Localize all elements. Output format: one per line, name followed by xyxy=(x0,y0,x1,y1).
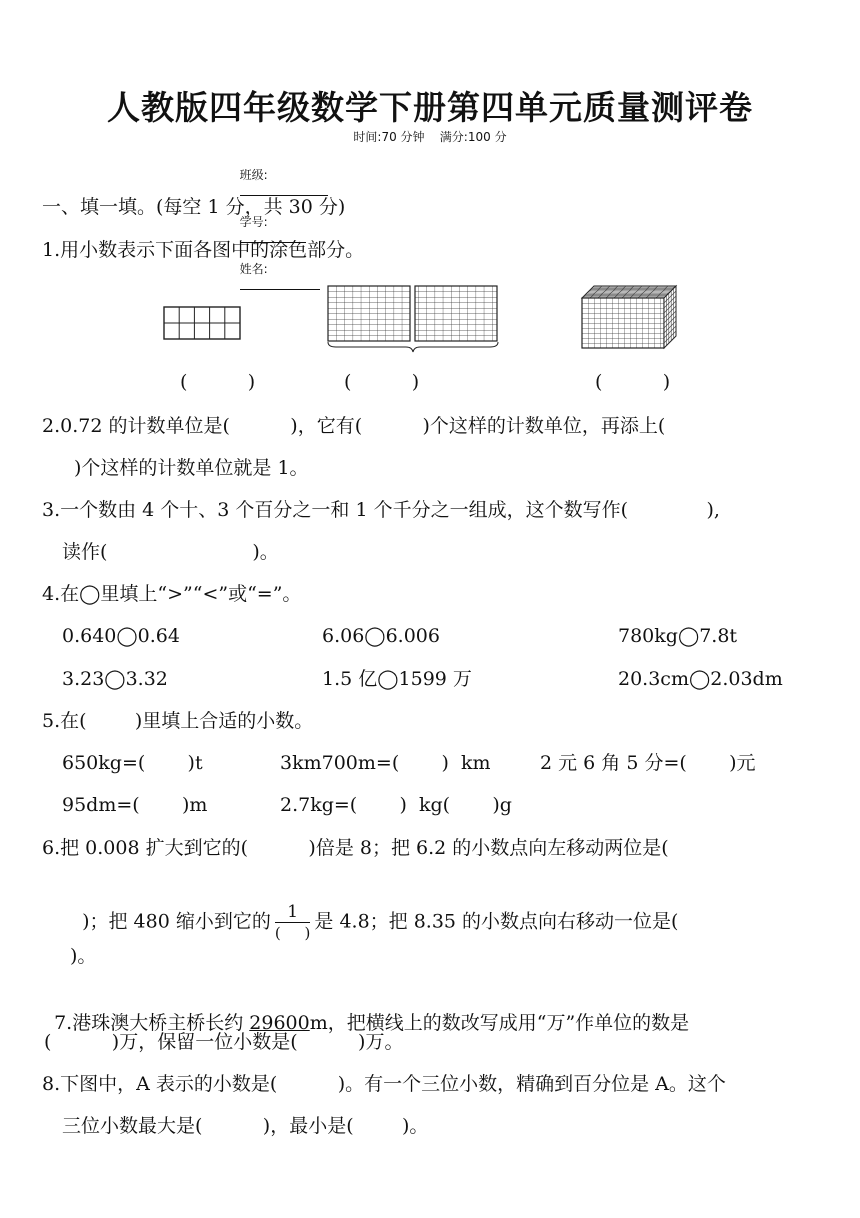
q5-conversion-item[interactable]: 3km700m=( ) km xyxy=(280,752,491,774)
question-7-line-2: ( )万，保留一位小数是( )万。 xyxy=(44,1031,404,1053)
fraction-denominator-blank[interactable]: ( ) xyxy=(274,924,311,942)
question-2-line-2: )个这样的计数单位就是 1。 xyxy=(74,457,309,479)
question-2-line-1: 2.0.72 的计数单位是( )，它有( )个这样的计数单位，再添上( xyxy=(42,415,666,437)
underlined-number: 29600 xyxy=(249,1012,310,1034)
q4-comparison-item[interactable]: 1.5 亿◯1599 万 xyxy=(322,668,472,690)
q5-conversion-item[interactable]: 95dm=( )m xyxy=(62,794,208,816)
q1-answer-blank-2[interactable]: ( ) xyxy=(344,371,420,393)
q4-comparison-item[interactable]: 20.3cm◯2.03dm xyxy=(618,668,783,690)
q6-text-a: )；把 480 缩小到它的 xyxy=(82,910,271,933)
fraction-numerator: 1 xyxy=(275,902,311,923)
question-6-line-1: 6.把 0.008 扩大到它的( )倍是 8；把 6.2 的小数点向左移动两位是( xyxy=(42,837,669,859)
question-4-text: 4.在◯里填上“>”“<”或“=”。 xyxy=(42,583,302,605)
time-score-info: 时间:70 分钟 满分:100 分 xyxy=(353,130,507,144)
q4-comparison-item[interactable]: 3.23◯3.32 xyxy=(62,668,168,690)
name-label: 姓名: xyxy=(239,262,268,276)
page-title: 人教版四年级数学下册第四单元质量测评卷 xyxy=(107,88,753,127)
fraction xyxy=(275,902,311,943)
id-label: 学号: xyxy=(239,215,268,229)
q5-conversion-item[interactable]: 2.7kg=( ) kg( )g xyxy=(280,794,512,816)
thousandths-cube-figure xyxy=(580,284,678,350)
class-label: 班级: xyxy=(239,168,268,182)
q4-comparison-item[interactable]: 6.06◯6.006 xyxy=(322,625,440,647)
question-6-line-3: )。 xyxy=(70,945,97,967)
question-3-line-1: 3.一个数由 4 个十、3 个百分之一和 1 个千分之一组成，这个数写作( ), xyxy=(42,499,720,521)
q5-conversion-item[interactable]: 650kg=( )t xyxy=(62,752,203,774)
question-5-text: 5.在( )里填上合适的小数。 xyxy=(42,710,314,732)
q4-comparison-item[interactable]: 0.640◯0.64 xyxy=(62,625,180,647)
q7-text-b: m，把横线上的数改写成用“万”作单位的数是 xyxy=(309,1012,690,1034)
tenths-grid-figure xyxy=(163,306,243,342)
question-1-text: 1.用小数表示下面各图中的涂色部分。 xyxy=(42,239,365,261)
q1-answer-blank-3[interactable]: ( ) xyxy=(595,371,671,393)
q1-answer-blank-1[interactable]: ( ) xyxy=(180,371,256,393)
q7-text-a: 7.港珠澳大桥主桥长约 xyxy=(54,1012,250,1034)
name-blank[interactable] xyxy=(240,277,320,290)
question-8-line-2: 三位小数最大是( )，最小是( )。 xyxy=(62,1115,429,1137)
student-info-row xyxy=(232,152,328,293)
q6-text-b: 是 4.8；把 8.35 的小数点向右移动一位是( xyxy=(314,910,679,933)
q5-conversion-item[interactable]: 2 元 6 角 5 分=( )元 xyxy=(540,752,756,774)
q4-comparison-item[interactable]: 780kg◯7.8t xyxy=(618,625,738,647)
question-8-line-1: 8.下图中，A 表示的小数是( )。有一个三位小数，精确到百分位是 A。这个 xyxy=(42,1073,726,1095)
section-heading: 一、填一填。(每空 1 分，共 30 分) xyxy=(42,196,346,218)
hundredths-grid-figure xyxy=(326,284,502,354)
question-6-line-2 xyxy=(70,878,678,943)
question-7-line-1 xyxy=(42,987,689,1035)
question-3-line-2: 读作( )。 xyxy=(62,541,279,563)
